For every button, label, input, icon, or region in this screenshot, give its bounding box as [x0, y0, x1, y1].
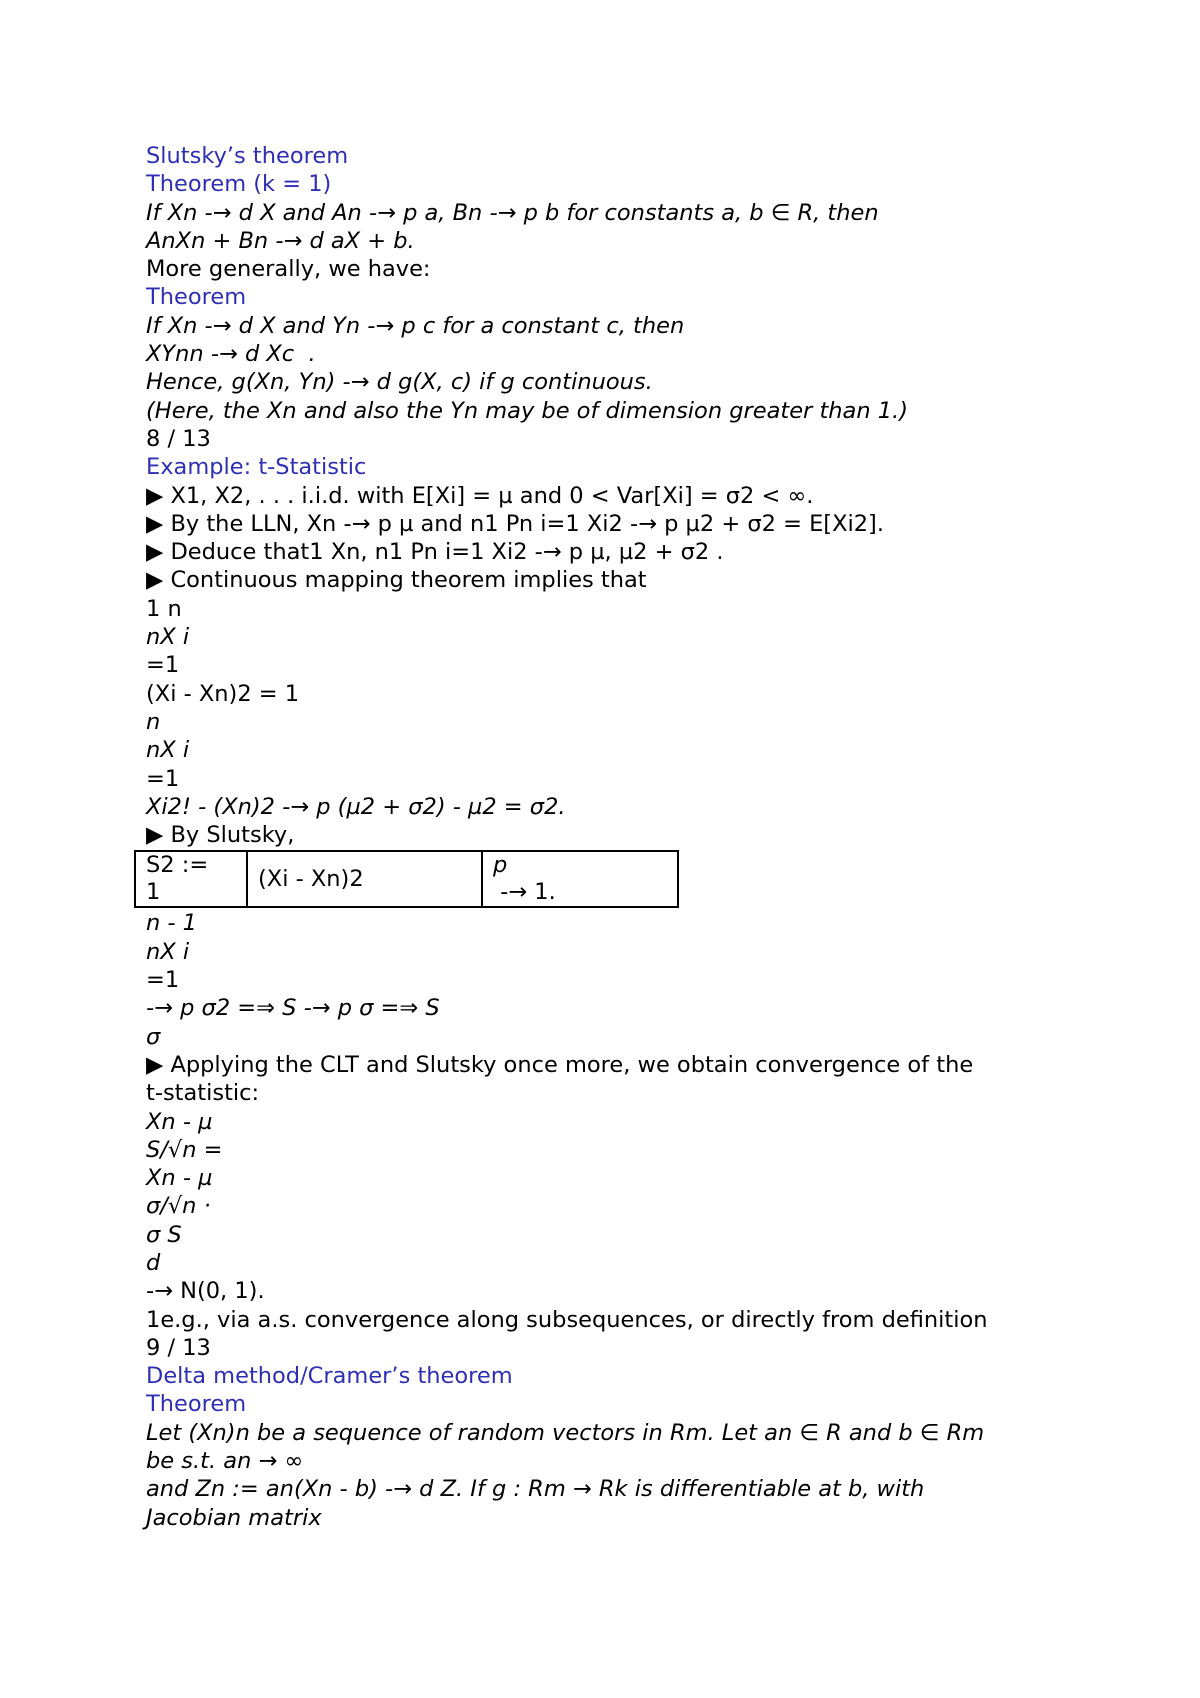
cell-line: -→ 1. [493, 879, 556, 906]
text-line: More generally, we have: [146, 256, 431, 283]
formula-line: (Xi - Xn)2 = 1 [146, 680, 300, 707]
text-line: Hence, g(Xn, Yn) -→ d g(X, c) if g continuous. [146, 369, 653, 396]
formula-line: =1 [146, 967, 180, 994]
text-line: Jacobian matrix [146, 1504, 322, 1531]
formula-line: n [146, 708, 161, 735]
cell-line: S2 := [146, 852, 209, 879]
formula-line: nX i [146, 624, 190, 651]
bullet-item: ▶ By Slutsky, [146, 822, 295, 849]
formula-line: nX i [146, 938, 190, 965]
formula-line: =1 [146, 652, 180, 679]
page-number: 8 / 13 [146, 425, 211, 452]
section-heading: Slutsky’s theorem [146, 143, 349, 169]
cell-line: p [493, 852, 508, 879]
text-line: and Zn := an(Xn - b) -→ d Z. If g : Rm → Rk is differentiable at b, with [146, 1476, 925, 1503]
formula-line: n - 1 [146, 910, 197, 937]
formula-line: Xn - µ [146, 1108, 213, 1135]
theorem-heading: Theorem (k = 1) [146, 171, 332, 198]
formula-line: σ/√n · [146, 1193, 211, 1220]
text-line: Let (Xn)n be a sequence of random vectors in Rm. Let an ∈ R and b ∈ Rm [146, 1419, 985, 1446]
text-line: AnXn + Bn -→ d aX + b. [146, 227, 415, 254]
formula-line: -→ N(0, 1). [146, 1278, 265, 1305]
footnote: 1e.g., via a.s. convergence along subsequences, or directly from definition [146, 1306, 988, 1333]
table-row [135, 851, 678, 907]
formula-line: σ S [146, 1221, 182, 1248]
theorem-heading: Theorem [146, 1391, 247, 1418]
formula-line: Xn - µ [146, 1165, 213, 1192]
table-cell [135, 851, 247, 907]
formula-line: nX i [146, 737, 190, 764]
section-heading: Delta method/Cramer’s theorem [146, 1363, 513, 1390]
table-cell [482, 851, 678, 907]
bullet-item: ▶ X1, X2, . . . i.i.d. with E[Xi] = µ and 0 < Var[Xi] = σ2 < ∞. [146, 482, 814, 509]
text-line: (Here, the Xn and also the Yn may be of dimension greater than 1.) [146, 397, 908, 424]
formula-line: =1 [146, 765, 180, 792]
formula-line: d [146, 1249, 161, 1276]
theorem-heading: Theorem [146, 284, 247, 311]
formula-line: -→ p σ2 =⇒ S -→ p σ =⇒ S [146, 995, 440, 1022]
bullet-item: ▶ Deduce that1 Xn, n1 Pn i=1 Xi2 -→ p µ, µ2 + σ2 . [146, 539, 724, 566]
text-line: If Xn -→ d X and Yn -→ p c for a constant c, then [146, 312, 685, 339]
section-heading: Example: t-Statistic [146, 454, 367, 481]
bullet-item: ▶ Continuous mapping theorem implies that [146, 567, 647, 594]
text-line: be s.t. an → ∞ [146, 1448, 304, 1475]
text-line: If Xn -→ d X and An -→ p a, Bn -→ p b for constants a, b ∈ R, then [146, 199, 879, 226]
formula-line: S/√n = [146, 1136, 223, 1163]
document-page [146, 142, 1076, 1532]
formula-line: σ [146, 1023, 161, 1050]
formula-line: Xi2! - (Xn)2 -→ p (µ2 + σ2) - µ2 = σ2. [146, 793, 566, 820]
table-cell [247, 851, 482, 907]
text-line: XYnn -→ d Xc . [146, 341, 316, 368]
cell-line: 1 [146, 879, 161, 906]
page-number: 9 / 13 [146, 1334, 211, 1361]
bullet-item: ▶ By the LLN, Xn -→ p µ and n1 Pn i=1 Xi2 -→ p µ2 + σ2 = E[Xi2]. [146, 510, 884, 537]
formula-line: 1 n [146, 595, 182, 622]
formula-table [134, 850, 679, 908]
bullet-item: ▶ Applying the CLT and Slutsky once more, we obtain convergence of the [146, 1051, 974, 1078]
text-line: t-statistic: [146, 1080, 260, 1107]
cell-text: (Xi - Xn)2 [258, 865, 364, 892]
